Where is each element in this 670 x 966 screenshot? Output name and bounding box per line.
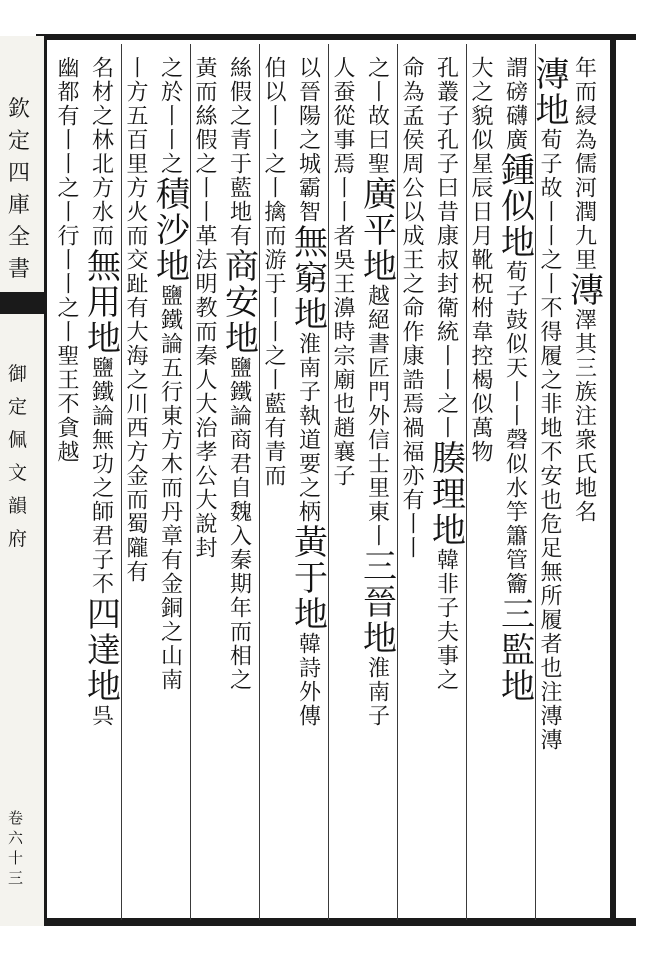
annotation: 韓非子夫事之 [433,548,459,692]
annotation: 淮南子執道要之柄 [295,332,321,524]
top-border [36,34,636,40]
right-border [610,34,616,926]
annotation: 澤其三族注衆氏地名 [571,308,597,524]
headword: 三晉地 [356,548,397,656]
annotation: 孔叢子孔子曰昔康叔封衛統丨丨之丨 [433,56,459,440]
headword: 廣平地 [356,176,397,284]
annotation: 革法明教而秦人大治孝公大說封 [192,224,217,560]
annotation: 大之貌 [468,56,493,128]
annotation: 鹽鐵論五行東方木而丹章有金銅之山南 [157,284,183,692]
annotation: 絲假之青于藍地有 [226,56,252,248]
annotation: 之丨故曰聖 [364,56,390,176]
headword: 積沙地 [149,176,190,284]
annotation: 之於丨丨之 [157,56,183,176]
headword: 商安地 [218,248,259,356]
annotation: 以晉陽之城霸智 [295,56,321,224]
annotation: 越絕書匠門外信士里東丨 [364,284,390,548]
headword: 四達地 [80,596,121,704]
book-title: 欽定四庫全書 [8,97,31,282]
headword: 漙地 [529,56,569,128]
bottom-border [36,918,636,926]
headword: 腠理地 [425,440,466,548]
annotation: 似星辰日月靴柷柎韋控楬似萬物 [468,128,493,464]
headword: 無用地 [80,248,121,356]
annotation: 方火而交趾有大海之川西方金而蜀隴有 [123,176,148,584]
annotation: 黃而絲假之丨丨 [192,56,217,224]
annotation: 趙襄子 [330,416,355,488]
annotation: 年而綅為儒河潤九里 [571,56,597,272]
headword: 漙 [563,272,604,308]
annotation: 名材之林北方水而 [88,56,114,248]
annotation: 呉 [88,704,114,728]
annotation: 命為孟侯周公以成王之命作康誥焉 [399,56,424,416]
annotation: 鹽鐵論商君自魏入秦期年而相之 [226,356,252,692]
annotation: 而游于丨丨之丨 [261,224,286,392]
book-subtitle: 御定佩文韻府 [8,363,28,550]
annotation: 荀子鼓似天丨丨磬似水竽簫管籥 [502,260,528,596]
headword: 鍾似地 [494,152,535,260]
annotation: 伯以丨丨之丨擒 [261,56,286,224]
headword: 無窮地 [287,224,328,332]
annotation: 鹽鐵論無功之師君子不 [88,356,114,596]
annotation: 荀子故丨丨之丨不得履之非地不安也危足無所履者也注漙漙 [537,128,562,752]
annotation: 韓詩外傳 [295,632,321,728]
annotation: 淮南子 [364,656,390,728]
headword: 三監地 [494,596,535,704]
annotation: 行丨丨之丨聖王不貪 [54,224,79,440]
fish-tail-mark [0,292,44,314]
annotation: 藍有青而 [261,392,286,488]
annotation: 謂磅礴廣 [502,56,528,152]
annotation: 禍福亦有丨丨 [399,416,424,560]
annotation: 丨丨者吳王濞時宗廟也 [330,176,355,416]
page-number: 卷六十三 [8,809,24,887]
annotation: 人蚕從事焉 [330,56,355,176]
margin-strip [0,36,44,926]
headword: 黃于地 [287,524,328,632]
annotation: 越 [54,440,79,464]
annotation: 幽都有丨丨之丨 [54,56,79,224]
text-column [46,56,90,918]
annotation: 丨方五百里 [123,56,148,176]
